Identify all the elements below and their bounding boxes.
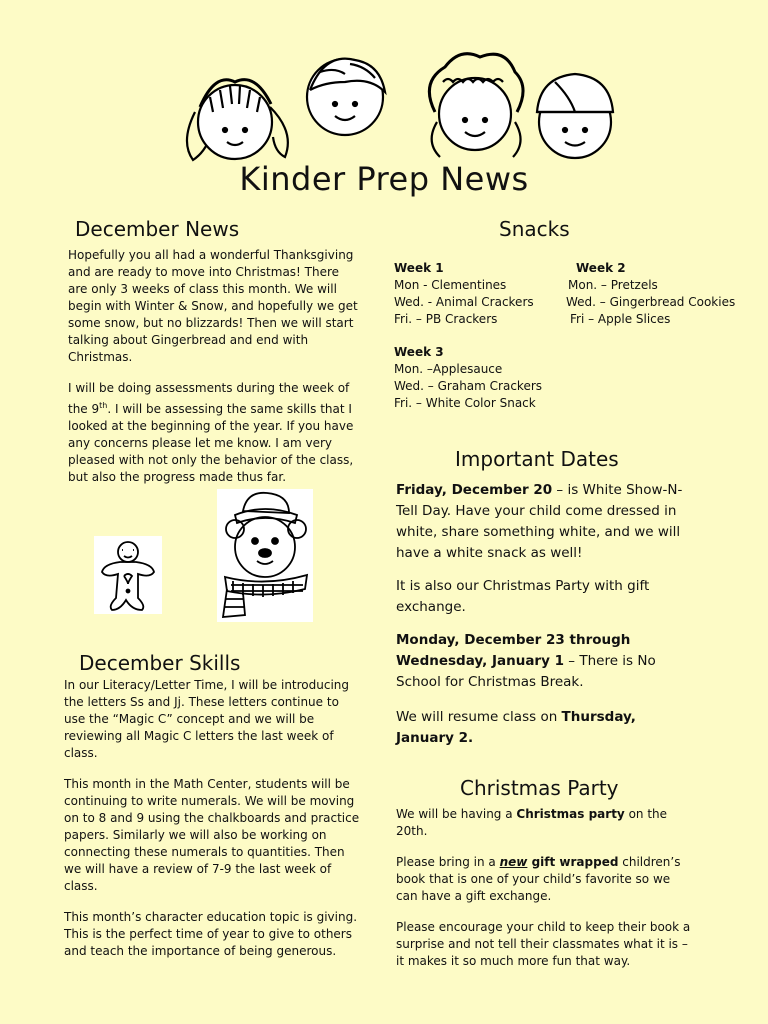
week-2-item: Wed. – Gingerbread Cookies — [566, 295, 736, 309]
important-dates-paragraph-1: Friday, December 20 – is White Show-N-Tell Day. Have your child come dressed in white, share something white, and we will have a white snack as well! — [396, 482, 683, 561]
gingerbread-clipart — [94, 536, 162, 614]
december-news-paragraph-2: I will be doing assessments during the week of the 9th. I will be assessing the same skills that I looked at the beginning of the year. If you have any concerns please let me know. I am very pleased with not only the behavior of the class, but also the progress made thus far. — [68, 381, 354, 484]
week-3-item: Wed. – Graham Crackers — [394, 379, 543, 393]
christmas-party-paragraph-3: Please encourage your child to keep their book a surprise and not tell their classmates what it is – it makes it so much more fun that way. — [396, 920, 691, 968]
week-3-item: Fri. – White Color Snack — [394, 396, 536, 410]
week-3-title: Week 3 — [394, 345, 444, 359]
december-skills-paragraph-2: This month in the Math Center, students will be continuing to write numerals. We will be moving on to 8 and 9 using the chalkboards and practice papers. Similarly we will also be working on connecting these numerals to quantities. Then we will have a review of 7-9 the last week of class. — [64, 777, 360, 893]
christmas-party-paragraph-1: We will be having a Christmas party on the 20th. — [396, 807, 668, 838]
important-dates-paragraph-4: We will resume class on Thursday, January 2. — [396, 709, 636, 746]
december-skills-paragraph-1: In our Literacy/Letter Time, I will be introducing the letters Ss and Jj. These letters continue to use the “Magic C” concept and we will be reviewing all Magic C letters the last week of class. — [64, 678, 350, 760]
christmas-party-text — [396, 806, 694, 984]
christmas-party-heading: Christmas Party — [460, 776, 619, 800]
week-1-item: Fri. – PB Crackers — [394, 312, 498, 326]
week-2-title: Week 2 — [576, 261, 626, 275]
december-news-paragraph-1: Hopefully you all had a wonderful Thanksgiving and are ready to move into Christmas! There are only 3 weeks of class this month. We will begin with Winter & Snow, and hopefully we get some snow, but no blizzards! Then we will start talking about Gingerbread and end with Christmas. — [68, 248, 358, 364]
snack-week-1 — [394, 260, 564, 328]
week-1-item: Wed. - Animal Crackers — [394, 295, 534, 309]
december-skills-heading: December Skills — [79, 651, 241, 675]
christmas-party-paragraph-2: Please bring in a new gift wrapped children’s book that is one of your child’s favorite so we can have a gift exchange. — [396, 855, 681, 903]
snowman-bear-clipart — [217, 489, 313, 622]
kids-header-clipart — [175, 42, 625, 162]
snacks-heading: Snacks — [499, 217, 570, 241]
important-dates-paragraph-2: It is also our Christmas Party with gift exchange. — [396, 578, 650, 615]
week-1-title: Week 1 — [394, 261, 444, 275]
important-dates-heading: Important Dates — [455, 447, 619, 471]
week-2-item: Fri – Apple Slices — [570, 312, 671, 326]
week-1-item: Mon - Clementines — [394, 278, 507, 292]
week-2-item: Mon. – Pretzels — [568, 278, 658, 292]
snack-week-2 — [566, 260, 746, 328]
week-3-item: Mon. –Applesauce — [394, 362, 503, 376]
december-news-text — [68, 247, 360, 500]
december-news-heading: December News — [75, 217, 240, 241]
december-skills-paragraph-3: This month’s character education topic is giving. This is the perfect time of year to give to others and teach the importance of being generous. — [64, 910, 358, 958]
newsletter-title: Kinder Prep News — [239, 160, 529, 198]
important-dates-text — [396, 480, 696, 761]
december-skills-text — [64, 677, 362, 974]
important-dates-paragraph-3: Monday, December 23 through Wednesday, January 1 – There is No School for Christmas Break. — [396, 632, 656, 690]
snack-week-3 — [394, 344, 594, 412]
